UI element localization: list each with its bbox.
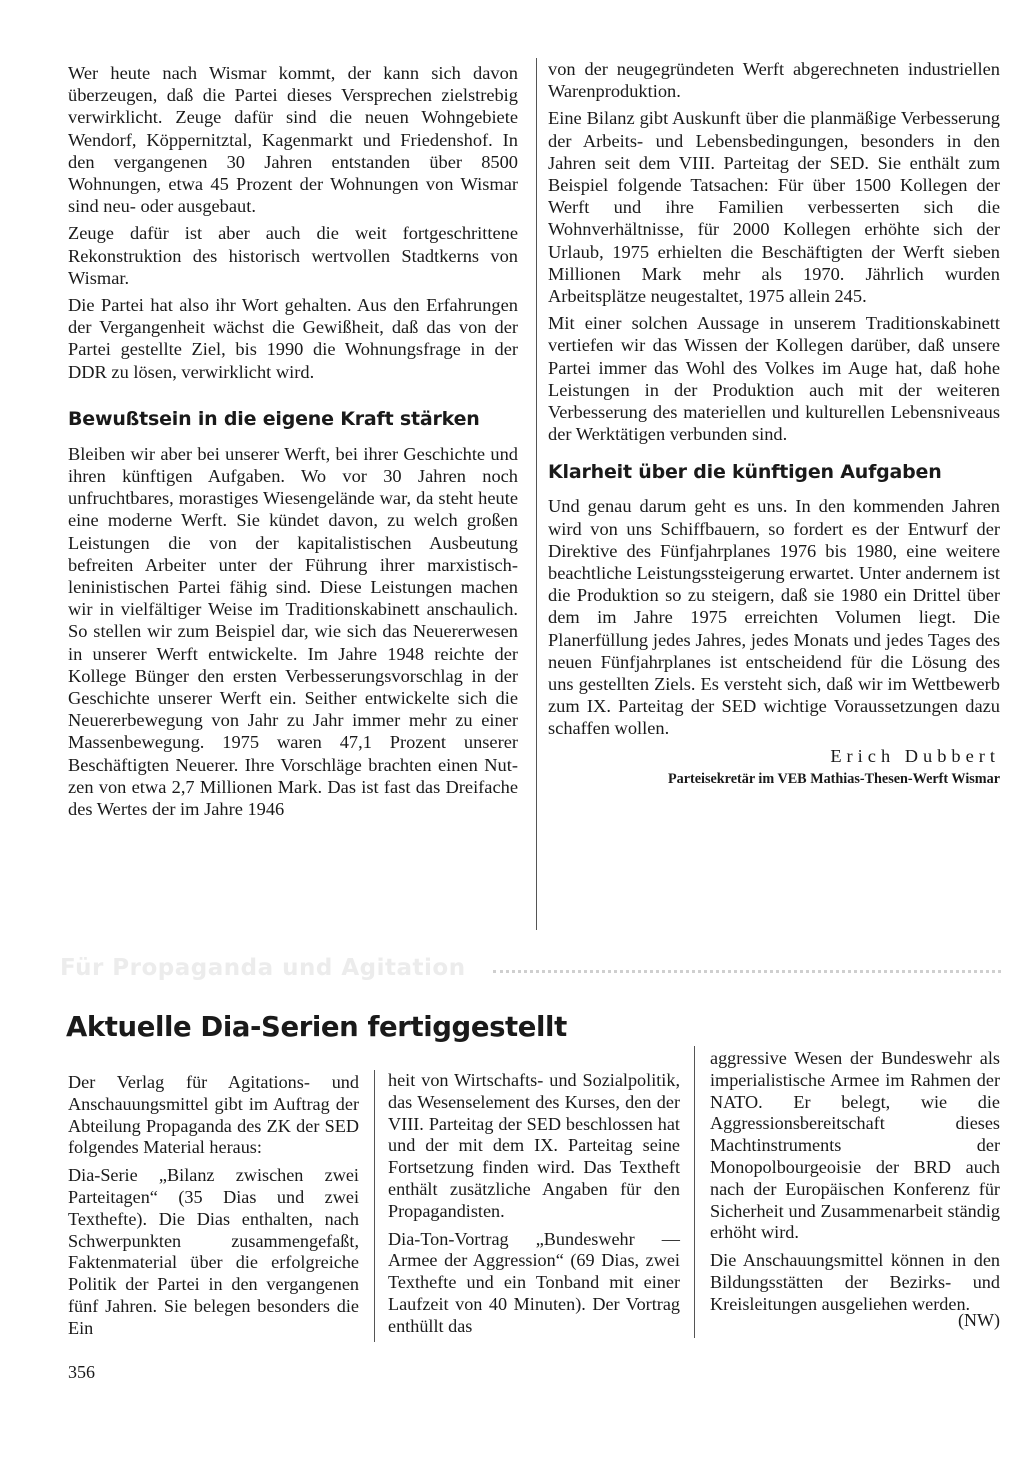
banner-dotted-rule [493, 970, 1001, 973]
body-paragraph: Die Anschauungsmittel können in den Bildungsstätten der Bezirks- und Kreisleitungen ausgeliehen werden. [710, 1250, 1000, 1314]
body-paragraph: Dia-Ton-Vortrag „Bundeswehr — Armee der Aggression“ (69 Dias, zwei Texthefte und ein Tonband mit einer Laufzeit von 40 Minuten). Der Vortrag enthüllt das [388, 1228, 680, 1336]
body-paragraph: Der Verlag für Agitations- und Anschauungsmittel gibt im Auftrag der Abteilung Propaganda des ZK der SED folgendes Material heraus: [68, 1072, 359, 1158]
article1-right-column [548, 58, 1000, 788]
article-signature: (NW) [958, 1310, 1000, 1330]
body-paragraph: Und genau darum geht es uns. In den kommenden Jahren wird von uns Schiffbauern, so fordert es der Entwurf der Direktive des Fünfjahrplanes 1976 bis 1980, eine weitere beachtliche Leistungssteigerung erwartet. Unter andernem ist die Produktion so zu steigern, daß sie 1980 ein Drittel über dem im Jahre 1975 erreichten Volumen liegt. Die Planerfüllung jedes Jahres, jedes Monats und jedes Tages des neuen Fünfjahrplanes ist entscheidend für die Lösung des uns gestellten Ziels. Es versteht sich, daß wir im Wettbewerb zum IX. Parteitag der SED wichtige Voraussetzungen dazu schaffen wollen. [548, 496, 1000, 739]
column-divider [374, 1070, 375, 1342]
section-banner: Für Propaganda und Agitation [60, 955, 466, 981]
body-paragraph: Wer heute nach Wismar kommt, der kann sich davon überzeugen, daß die Partei dieses Versprechen zielstrebig verwirklicht. Zeuge dafür sind die neuen Wohngebiete Wendorf, Köppernitztal, Kagenmarkt und Friedenshof. In den vergangenen 30 Jahren entstanden über 8500 Wohnungen, etwa 45 Prozent der Wohnungen von Wismar sind neu- oder ausgebaut. [68, 63, 518, 217]
section-heading: Bewußtsein in die eigene Kraft stärken [68, 407, 480, 430]
body-paragraph: Bleiben wir aber bei unserer Werft, bei ihrer Geschichte und ihren künftigen Aufgaben. Wo vor 30 Jahren noch unfruchtbares, morastiges Wiesengelände war, da steht heute eine moderne Werft. Sie kündet davon, zu welch großen Leistungen die von der kapitalistischen Ausbeutung befreiten Arbeiter unter der Führung ihrer marxistisch-leninistischen Partei fähig sind. Diese Leistungen machen wir in vielfältiger Weise im Traditionskabinett anschaulich. So stellen wir zum Beispiel dar, wie sich das Neuererwesen in unserer Werft entwickelte. Im Jahre 1948 reichte der Kollege Bünger den ersten Verbesserungsvorschlag in der Geschichte unserer Werft ein. Seither entwickelte sich die Neuererbewegung von Jahr zu Jahr immer mehr zu einer Massenbewegung. 1975 waren 47,1 Prozent unserer Beschäftigten Neuerer. Ihre Vorschläge brachten einen Nutzen von etwa 2,7 Millionen Mark. Das ist fast das Dreifache des Wertes der im Jahre 1946 [68, 443, 518, 820]
page-number: 356 [68, 1362, 95, 1382]
article2-left-column [68, 1072, 359, 1346]
article1-left-column [68, 62, 518, 825]
article2-right-column [710, 1048, 1000, 1322]
article2-middle-column [388, 1070, 680, 1344]
body-paragraph: von der neugegründeten Werft abgerechneten industriellen Warenproduktion. [548, 59, 1000, 102]
author-role: Parteisekretär im VEB Mathias-Thesen-Werft Wismar [667, 770, 1000, 787]
body-paragraph: Eine Bilanz gibt Auskunft über die planmäßige Verbesserung der Arbeits- und Lebensbedingungen, besonders in den Jahren seit dem VIII. Parteitag der SED. Sie enthält zum Beispiel folgende Tatsachen: Für über 1500 Kollegen der Werft und ihre Familien verbesserten sich die Wohnverhältnisse, für 2000 Kollegen erhöhte sich der Urlaub, 1975 erhielten die Beschäftigten der Werft sieben Millionen Mark mehr als 1970. Jährlich wurden Arbeitsplätze neugestaltet, 1975 allein 245. [548, 108, 1000, 307]
column-divider [694, 1046, 695, 1338]
author-name: Erich Dubbert [830, 745, 1000, 766]
article-title: Aktuelle Dia-Serien fertiggestellt [66, 1011, 567, 1043]
body-paragraph: Dia-Serie „Bilanz zwischen zwei Parteitagen“ (35 Dias und zwei Texthefte). Die Dias enthalten, nach Schwerpunkten zusammengefaßt, Faktenmaterial über die erfolgreiche Politik der Partei in den vergangenen fünf Jahren. Sie belegen besonders die Ein [68, 1165, 359, 1338]
body-paragraph: aggressive Wesen der Bundeswehr als imperialistische Armee im Rahmen der NATO. Er belegt, wie die Aggressionsbereitschaft dieses Machtinstruments der Monopolbourgeoisie der BRD auch nach der Europäischen Konferenz für Sicherheit und Zusammenarbeit ständig erhöht wird. [710, 1048, 1000, 1243]
body-paragraph: Die Partei hat also ihr Wort gehalten. Aus den Erfahrungen der Vergangenheit wächst die Gewißheit, daß das von der Partei gestellte Ziel, bis 1990 die Wohnungsfrage in der DDR zu lösen, verwirklicht wird. [68, 295, 518, 382]
body-paragraph: heit von Wirtschafts- und Sozialpolitik, das Wesenselement des Kurses, den der VIII. Parteitag der SED beschlossen hat und der mit dem IX. Parteitag seine Fortsetzung finden wird. Das Textheft enthält zusätzliche Angaben für den Propagandisten. [388, 1070, 680, 1221]
column-divider [536, 58, 537, 930]
body-paragraph: Mit einer solchen Aussage in unserem Traditionskabinett vertiefen wir das Wissen der Kollegen darüber, daß unsere Partei immer das Wohl des Volkes im Auge hat, daß hohe Leistungen in der Produktion auch mit der weiteren Verbesserung des materiellen und kulturellen Lebensniveaus der Werktätigen verbunden sind. [548, 313, 1000, 445]
section-heading: Klarheit über die künftigen Aufgaben [548, 461, 942, 484]
body-paragraph: Zeuge dafür ist aber auch die weit fortgeschrittene Rekonstruktion des historisch wertvollen Stadtkerns von Wismar. [68, 223, 518, 288]
